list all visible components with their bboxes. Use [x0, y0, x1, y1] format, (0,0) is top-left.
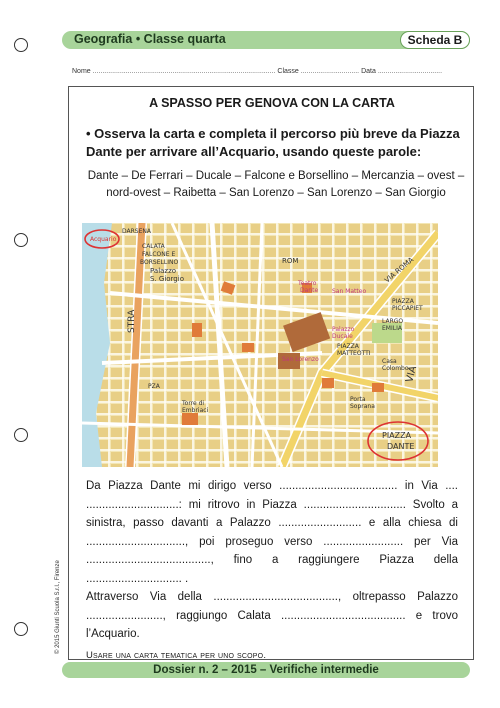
exercise-note: Usare una carta tematica per uno scopo.	[86, 649, 267, 661]
map-graphic	[82, 223, 438, 467]
exercise-paragraph-2[interactable]: Attraverso Via della ......................................., oltrepasso Palazzo ........................, raggiungo Calata ....................................... e trovo l’Acquario.	[86, 591, 458, 640]
map-label-ducale-1: Palazzo	[332, 326, 355, 333]
map-label-matteotti-1: PIAZZA	[337, 343, 359, 350]
map-label-largo-2: EMILIA	[382, 325, 402, 332]
map-label-san-lorenzo: San Lorenzo	[282, 356, 319, 363]
class-label: Classe	[277, 68, 299, 75]
map-label-teatro-2: Dante	[300, 287, 319, 294]
binder-hole-4	[14, 622, 28, 636]
map-label-porta-1: Porta	[350, 396, 366, 403]
map-label-san-matteo: San Matteo	[332, 288, 367, 295]
word-list: Dante – De Ferrari – Ducale – Falcone e Borsellino – Mercanzia – ovest – nord-ovest – Raibetta – San Lorenzo – San Lorenzo – San Giorgio	[87, 170, 465, 199]
map-label-borsellino: BORSELLINO	[140, 259, 179, 266]
map-label-porta-2: Soprana	[350, 403, 375, 410]
map-label-palazzo: Palazzo	[150, 267, 177, 275]
map-label-piazza-dante-2: DANTE	[387, 442, 415, 451]
name-field[interactable]: ..............................................................................................	[92, 68, 276, 75]
exercise-text	[86, 477, 458, 665]
page-title: A SPASSO PER GENOVA CON LA CARTA	[149, 96, 395, 110]
name-label: Nome	[72, 68, 91, 75]
student-fields	[72, 68, 472, 75]
footer-bar: Dossier n. 2 – 2015 – Verifiche intermedie	[62, 662, 470, 678]
instruction-text: • Osserva la carta e completa il percorso più breve da Piazza Dante per arrivare all’Acquario, usando queste parole:	[86, 126, 460, 159]
binder-hole-2	[14, 233, 28, 247]
map-label-calata: CALATA	[142, 243, 165, 250]
map-label-torre-1: Torre di	[182, 400, 205, 407]
map-label-rom: ROM	[282, 257, 299, 265]
genova-map	[82, 223, 438, 467]
map-label-stra: STRA	[127, 309, 137, 333]
map-label-falcone: FALCONE E	[142, 251, 176, 258]
map-label-piccapietra-1: PIAZZA	[392, 298, 414, 305]
map-label-teatro-1: Teatro	[298, 280, 317, 287]
map-label-darsena: DARSENA	[122, 228, 151, 235]
date-field[interactable]: .................................	[377, 68, 443, 75]
class-field[interactable]: ..............................	[300, 68, 360, 75]
map-label-acquario: Acquario	[90, 236, 117, 243]
header-bar	[62, 31, 470, 49]
map-label-pza: PZA	[148, 383, 160, 390]
map-label-via: VIA	[404, 364, 420, 384]
map-label-via-roma: VIA ROMA	[383, 255, 416, 285]
sheet-label: Scheda B	[400, 31, 470, 49]
binder-hole-1	[14, 38, 28, 52]
map-label-piccapietra-2: PICCAPIET	[392, 305, 423, 312]
map-label-casa-2: Colombo	[382, 365, 409, 372]
binder-hole-3	[14, 428, 28, 442]
map-label-matteotti-2: MATTEOTTI	[337, 350, 371, 357]
map-label-ducale-2: Ducale	[332, 333, 353, 340]
subject-title: Geografia • Classe quarta	[74, 32, 226, 46]
map-label-casa-1: Casa	[382, 358, 397, 365]
map-label-largo-1: LARGO	[382, 318, 404, 325]
date-label: Data	[361, 68, 376, 75]
copyright-note: © 2015 Giunti Scuola S.r.l., Firenze	[55, 560, 61, 654]
map-label-piazza-dante-1: PIAZZA	[382, 431, 412, 440]
map-label-torre-2: Embriaci	[182, 407, 209, 414]
map-label-s-giorgio: S. Giorgio	[150, 275, 184, 283]
exercise-paragraph-1[interactable]: Da Piazza Dante mi dirigo verso ..................................... in Via .... .............................: mi ritrovo in Piazza ................................ Svolto a sinistra, passo davanti a Palazzo .......................... e alla chiesa di ..............................., poi proseguo verso ......................... per Via ......................................., fino a raggiungere Piazza della .............................. .	[86, 480, 458, 585]
